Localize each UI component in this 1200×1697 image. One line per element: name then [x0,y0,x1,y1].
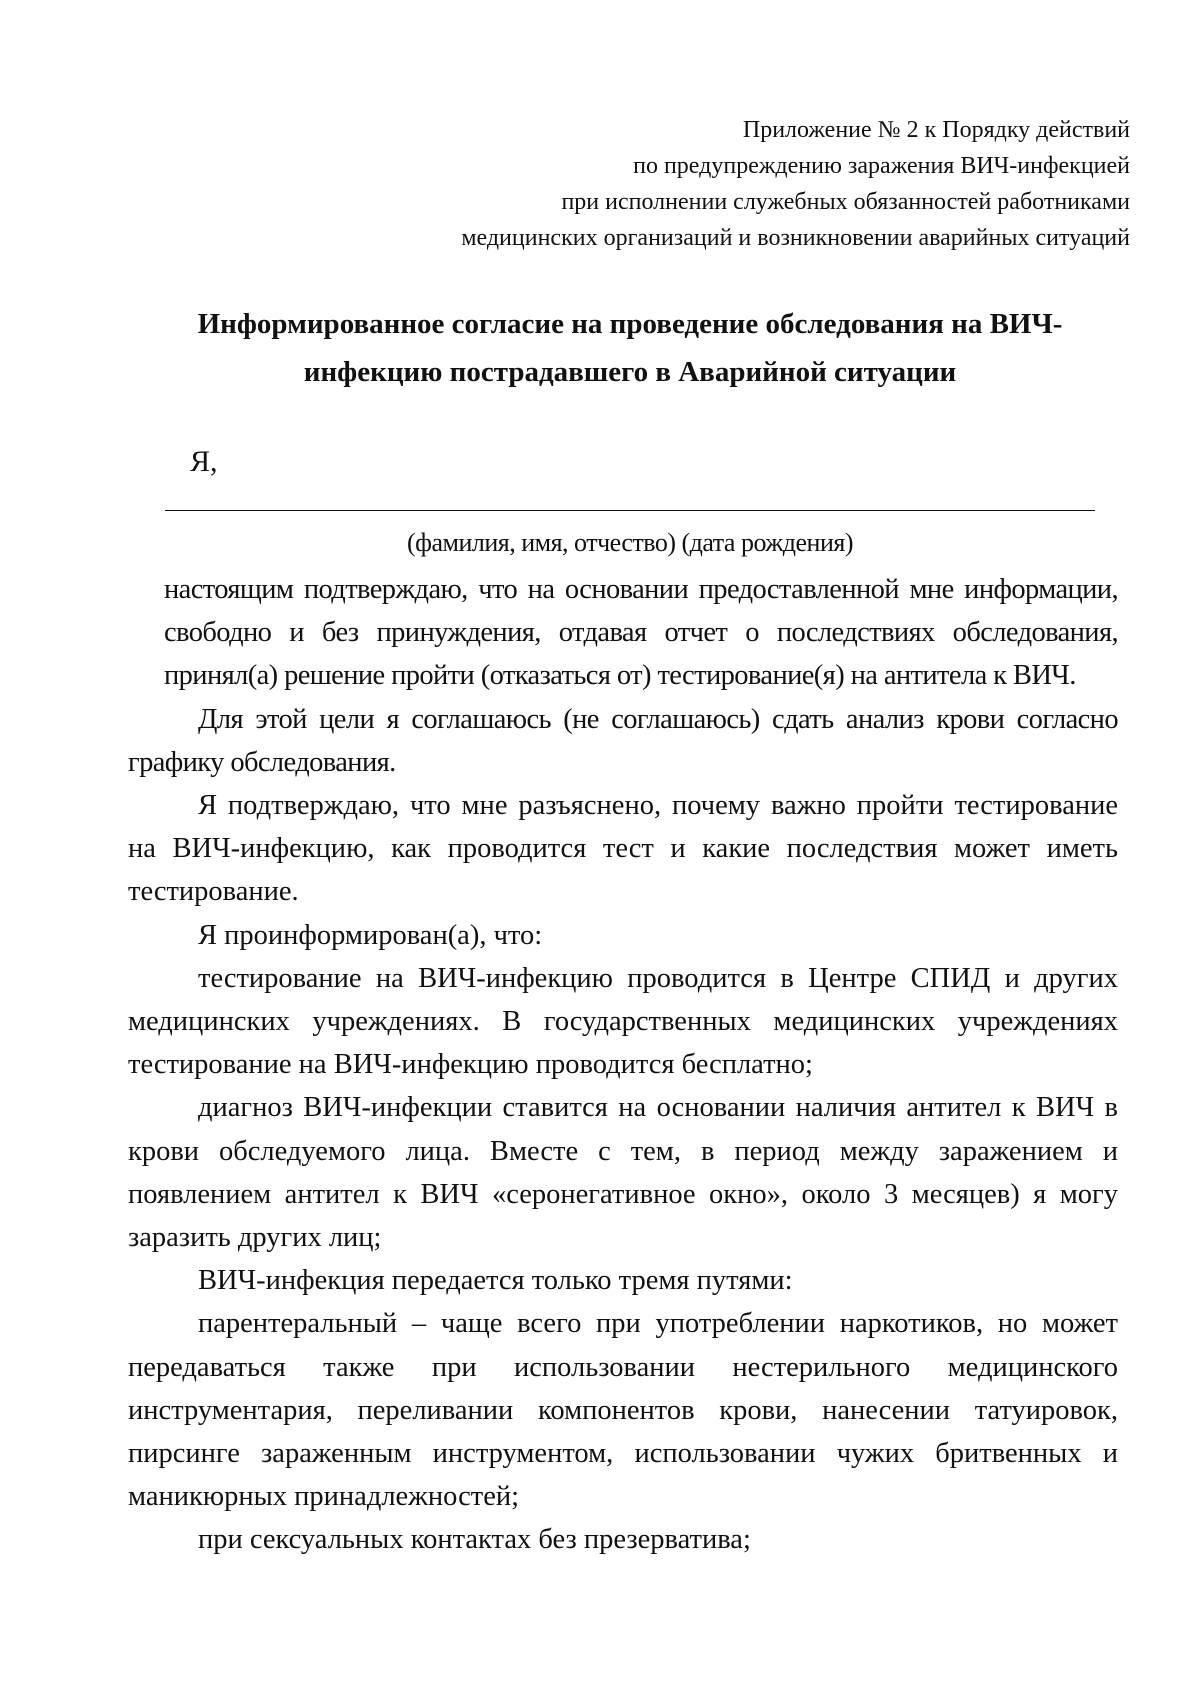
paragraph-sexual: при сексуальных контактах без презерватива; [198,1524,751,1556]
paragraph-informed: Я проинформирован(а), что: [198,919,543,951]
appendix-header [370,112,1130,256]
title-line-1: Информированное согласие на проведение обследования на ВИЧ- [197,308,1063,340]
paragraph-parenteral: парентеральный – чаще всего при употреблении наркотиков, но может передаваться также при использовании нестерильного медицинского инструментария, переливании компонентов крови, нанесении татуировок, пирсинге зараженным инструментом, использовании чужих бритвенных и маникюрных принадлежностей; [128,1308,1118,1513]
title-line-2: инфекцию пострадавшего в Аварийной ситуации [303,356,957,388]
appendix-line: медицинских организаций и возникновении аварийных ситуаций [461,225,1130,251]
name-field-caption: (фамилия, имя, отчество) (дата рождения) [406,528,854,557]
appendix-line: при исполнении служебных обязанностей работниками [561,189,1130,215]
paragraph-consent: настоящим подтверждаю, что на основании предоставленной мне информации, свободно и без принуждения, отдавая отчет о последствиях обследования, принял(а) решение пройти (отказаться от) тестирование(я) на антитела к ВИЧ. [164,574,1118,692]
appendix-line: Приложение № 2 к Порядку действий [742,117,1130,143]
paragraph-blood-test: Для этой цели я соглашаюсь (не соглашаюсь) сдать анализ крови согласно графику обследования. [128,703,1118,778]
paragraph-diagnosis: диагноз ВИЧ-инфекции ставится на основании наличия антител к ВИЧ в крови обследуемого лица. Вместе с тем, в период между заражением и появлением антител к ВИЧ «серонегативное окно», около 3 месяцев) я могу заразить других лиц; [128,1092,1118,1254]
document-title [130,300,1130,396]
name-fill-line [165,510,1095,511]
ya-label: Я, [190,445,218,478]
document-body [128,568,1118,1562]
paragraph-explained: Я подтверждаю, что мне разъяснено, почему важно пройти тестирование на ВИЧ-инфекцию, как проводится тест и какие последствия может иметь тестирование. [128,790,1118,908]
appendix-line: по предупреждению заражения ВИЧ-инфекцией [633,153,1130,179]
paragraph-testing-centers: тестирование на ВИЧ-инфекцию проводится в Центре СПИД и других медицинских учреждениях. В государственных медицинских учреждениях тестирование на ВИЧ-инфекцию проводится бесплатно; [128,962,1118,1081]
paragraph-transmission: ВИЧ-инфекция передается только тремя путями: [198,1265,793,1297]
